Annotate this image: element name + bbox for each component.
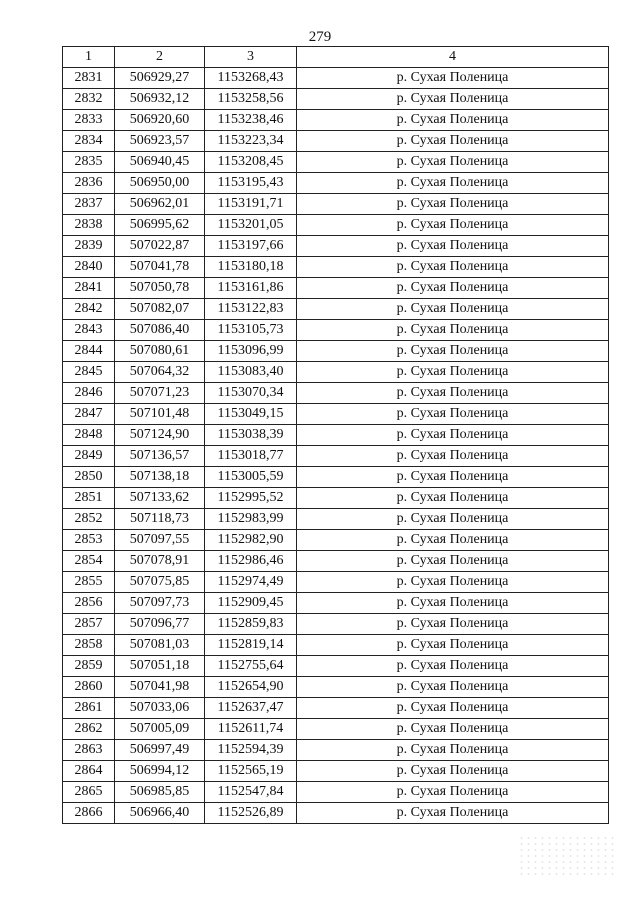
y-coordinate-cell: 1152909,45 (205, 593, 297, 614)
point-number-cell: 2856 (63, 593, 115, 614)
description-cell: р. Сухая Поленица (297, 698, 609, 719)
point-number-cell: 2850 (63, 467, 115, 488)
point-number-cell: 2838 (63, 215, 115, 236)
table-row (63, 362, 609, 383)
x-coordinate-cell: 507051,18 (115, 656, 205, 677)
x-coordinate-cell: 507124,90 (115, 425, 205, 446)
scan-noise (518, 835, 618, 875)
y-coordinate-cell: 1153070,34 (205, 383, 297, 404)
point-number-cell: 2858 (63, 635, 115, 656)
table-row (63, 509, 609, 530)
column-header-y: 3 (205, 47, 297, 68)
x-coordinate-cell: 507096,77 (115, 614, 205, 635)
point-number-cell: 2859 (63, 656, 115, 677)
x-coordinate-cell: 507138,18 (115, 467, 205, 488)
point-number-cell: 2860 (63, 677, 115, 698)
y-coordinate-cell: 1152654,90 (205, 677, 297, 698)
description-cell: р. Сухая Поленица (297, 488, 609, 509)
description-cell: р. Сухая Поленица (297, 656, 609, 677)
point-number-cell: 2849 (63, 446, 115, 467)
point-number-cell: 2864 (63, 761, 115, 782)
y-coordinate-cell: 1153268,43 (205, 68, 297, 89)
x-coordinate-cell: 506923,57 (115, 131, 205, 152)
x-coordinate-cell: 506995,62 (115, 215, 205, 236)
column-header-description: 4 (297, 47, 609, 68)
table-row (63, 656, 609, 677)
x-coordinate-cell: 506966,40 (115, 803, 205, 824)
point-number-cell: 2847 (63, 404, 115, 425)
description-cell: р. Сухая Поленица (297, 236, 609, 257)
point-number-cell: 2841 (63, 278, 115, 299)
description-cell: р. Сухая Поленица (297, 68, 609, 89)
description-cell: р. Сухая Поленица (297, 782, 609, 803)
x-coordinate-cell: 506985,85 (115, 782, 205, 803)
table-row (63, 257, 609, 278)
table-row (63, 551, 609, 572)
table-row (63, 488, 609, 509)
description-cell: р. Сухая Поленица (297, 89, 609, 110)
point-number-cell: 2839 (63, 236, 115, 257)
description-cell: р. Сухая Поленица (297, 341, 609, 362)
table-row (63, 341, 609, 362)
point-number-cell: 2843 (63, 320, 115, 341)
y-coordinate-cell: 1153038,39 (205, 425, 297, 446)
point-number-cell: 2851 (63, 488, 115, 509)
x-coordinate-cell: 507078,91 (115, 551, 205, 572)
x-coordinate-cell: 507136,57 (115, 446, 205, 467)
point-number-cell: 2865 (63, 782, 115, 803)
description-cell: р. Сухая Поленица (297, 530, 609, 551)
y-coordinate-cell: 1152819,14 (205, 635, 297, 656)
y-coordinate-cell: 1153208,45 (205, 152, 297, 173)
table-row (63, 425, 609, 446)
description-cell: р. Сухая Поленица (297, 803, 609, 824)
y-coordinate-cell: 1152611,74 (205, 719, 297, 740)
description-cell: р. Сухая Поленица (297, 509, 609, 530)
description-cell: р. Сухая Поленица (297, 761, 609, 782)
point-number-cell: 2862 (63, 719, 115, 740)
point-number-cell: 2852 (63, 509, 115, 530)
column-header-x: 2 (115, 47, 205, 68)
x-coordinate-cell: 507041,78 (115, 257, 205, 278)
x-coordinate-cell: 506994,12 (115, 761, 205, 782)
point-number-cell: 2831 (63, 68, 115, 89)
table-row (63, 614, 609, 635)
x-coordinate-cell: 507041,98 (115, 677, 205, 698)
point-number-cell: 2844 (63, 341, 115, 362)
y-coordinate-cell: 1152594,39 (205, 740, 297, 761)
table-row (63, 467, 609, 488)
x-coordinate-cell: 507133,62 (115, 488, 205, 509)
description-cell: р. Сухая Поленица (297, 677, 609, 698)
table-body (63, 68, 609, 824)
y-coordinate-cell: 1153201,05 (205, 215, 297, 236)
description-cell: р. Сухая Поленица (297, 593, 609, 614)
x-coordinate-cell: 507097,73 (115, 593, 205, 614)
y-coordinate-cell: 1153258,56 (205, 89, 297, 110)
x-coordinate-cell: 507118,73 (115, 509, 205, 530)
x-coordinate-cell: 506929,27 (115, 68, 205, 89)
table-row (63, 698, 609, 719)
y-coordinate-cell: 1152983,99 (205, 509, 297, 530)
column-header-number: 1 (63, 47, 115, 68)
description-cell: р. Сухая Поленица (297, 173, 609, 194)
table-row (63, 152, 609, 173)
point-number-cell: 2840 (63, 257, 115, 278)
description-cell: р. Сухая Поленица (297, 194, 609, 215)
table-row (63, 320, 609, 341)
point-number-cell: 2834 (63, 131, 115, 152)
y-coordinate-cell: 1152526,89 (205, 803, 297, 824)
point-number-cell: 2861 (63, 698, 115, 719)
x-coordinate-cell: 506920,60 (115, 110, 205, 131)
description-cell: р. Сухая Поленица (297, 719, 609, 740)
y-coordinate-cell: 1153105,73 (205, 320, 297, 341)
x-coordinate-cell: 507075,85 (115, 572, 205, 593)
description-cell: р. Сухая Поленица (297, 110, 609, 131)
table-row (63, 89, 609, 110)
description-cell: р. Сухая Поленица (297, 152, 609, 173)
description-cell: р. Сухая Поленица (297, 362, 609, 383)
y-coordinate-cell: 1153122,83 (205, 299, 297, 320)
point-number-cell: 2845 (63, 362, 115, 383)
description-cell: р. Сухая Поленица (297, 740, 609, 761)
x-coordinate-cell: 506950,00 (115, 173, 205, 194)
x-coordinate-cell: 507005,09 (115, 719, 205, 740)
y-coordinate-cell: 1153005,59 (205, 467, 297, 488)
description-cell: р. Сухая Поленица (297, 131, 609, 152)
x-coordinate-cell: 507033,06 (115, 698, 205, 719)
table-row (63, 803, 609, 824)
x-coordinate-cell: 506962,01 (115, 194, 205, 215)
table-row (63, 131, 609, 152)
table-row (63, 236, 609, 257)
description-cell: р. Сухая Поленица (297, 425, 609, 446)
table-row (63, 782, 609, 803)
y-coordinate-cell: 1153161,86 (205, 278, 297, 299)
description-cell: р. Сухая Поленица (297, 614, 609, 635)
table-row (63, 173, 609, 194)
point-number-cell: 2842 (63, 299, 115, 320)
y-coordinate-cell: 1152859,83 (205, 614, 297, 635)
point-number-cell: 2848 (63, 425, 115, 446)
page-number: 279 (308, 29, 332, 45)
x-coordinate-cell: 507064,32 (115, 362, 205, 383)
description-cell: р. Сухая Поленица (297, 467, 609, 488)
y-coordinate-cell: 1152995,52 (205, 488, 297, 509)
y-coordinate-cell: 1152637,47 (205, 698, 297, 719)
coordinates-table (62, 46, 609, 824)
table-row (63, 593, 609, 614)
description-cell: р. Сухая Поленица (297, 572, 609, 593)
table-row (63, 572, 609, 593)
y-coordinate-cell: 1153083,40 (205, 362, 297, 383)
y-coordinate-cell: 1152986,46 (205, 551, 297, 572)
table-row (63, 299, 609, 320)
description-cell: р. Сухая Поленица (297, 320, 609, 341)
x-coordinate-cell: 507080,61 (115, 341, 205, 362)
table-row (63, 215, 609, 236)
y-coordinate-cell: 1153195,43 (205, 173, 297, 194)
description-cell: р. Сухая Поленица (297, 383, 609, 404)
y-coordinate-cell: 1152547,84 (205, 782, 297, 803)
table-row (63, 761, 609, 782)
point-number-cell: 2854 (63, 551, 115, 572)
y-coordinate-cell: 1153096,99 (205, 341, 297, 362)
x-coordinate-cell: 506932,12 (115, 89, 205, 110)
point-number-cell: 2853 (63, 530, 115, 551)
y-coordinate-cell: 1152755,64 (205, 656, 297, 677)
description-cell: р. Сухая Поленица (297, 215, 609, 236)
table-row (63, 677, 609, 698)
table-row (63, 110, 609, 131)
description-cell: р. Сухая Поленица (297, 278, 609, 299)
y-coordinate-cell: 1152974,49 (205, 572, 297, 593)
description-cell: р. Сухая Поленица (297, 404, 609, 425)
point-number-cell: 2835 (63, 152, 115, 173)
x-coordinate-cell: 507022,87 (115, 236, 205, 257)
table-header-row (63, 47, 609, 68)
description-cell: р. Сухая Поленица (297, 446, 609, 467)
point-number-cell: 2846 (63, 383, 115, 404)
table-row (63, 635, 609, 656)
table-row (63, 404, 609, 425)
x-coordinate-cell: 507101,48 (115, 404, 205, 425)
table-row (63, 719, 609, 740)
y-coordinate-cell: 1153238,46 (205, 110, 297, 131)
table-row (63, 446, 609, 467)
x-coordinate-cell: 507097,55 (115, 530, 205, 551)
x-coordinate-cell: 506997,49 (115, 740, 205, 761)
y-coordinate-cell: 1153191,71 (205, 194, 297, 215)
x-coordinate-cell: 507086,40 (115, 320, 205, 341)
x-coordinate-cell: 506940,45 (115, 152, 205, 173)
y-coordinate-cell: 1153197,66 (205, 236, 297, 257)
point-number-cell: 2836 (63, 173, 115, 194)
table-row (63, 68, 609, 89)
point-number-cell: 2832 (63, 89, 115, 110)
x-coordinate-cell: 507050,78 (115, 278, 205, 299)
point-number-cell: 2855 (63, 572, 115, 593)
x-coordinate-cell: 507082,07 (115, 299, 205, 320)
table-row (63, 278, 609, 299)
point-number-cell: 2857 (63, 614, 115, 635)
table-row (63, 194, 609, 215)
x-coordinate-cell: 507071,23 (115, 383, 205, 404)
x-coordinate-cell: 507081,03 (115, 635, 205, 656)
y-coordinate-cell: 1153018,77 (205, 446, 297, 467)
y-coordinate-cell: 1152982,90 (205, 530, 297, 551)
description-cell: р. Сухая Поленица (297, 551, 609, 572)
table-row (63, 530, 609, 551)
y-coordinate-cell: 1152565,19 (205, 761, 297, 782)
y-coordinate-cell: 1153223,34 (205, 131, 297, 152)
description-cell: р. Сухая Поленица (297, 257, 609, 278)
point-number-cell: 2837 (63, 194, 115, 215)
table-row (63, 383, 609, 404)
table-row (63, 740, 609, 761)
y-coordinate-cell: 1153180,18 (205, 257, 297, 278)
y-coordinate-cell: 1153049,15 (205, 404, 297, 425)
point-number-cell: 2863 (63, 740, 115, 761)
point-number-cell: 2866 (63, 803, 115, 824)
point-number-cell: 2833 (63, 110, 115, 131)
description-cell: р. Сухая Поленица (297, 635, 609, 656)
description-cell: р. Сухая Поленица (297, 299, 609, 320)
